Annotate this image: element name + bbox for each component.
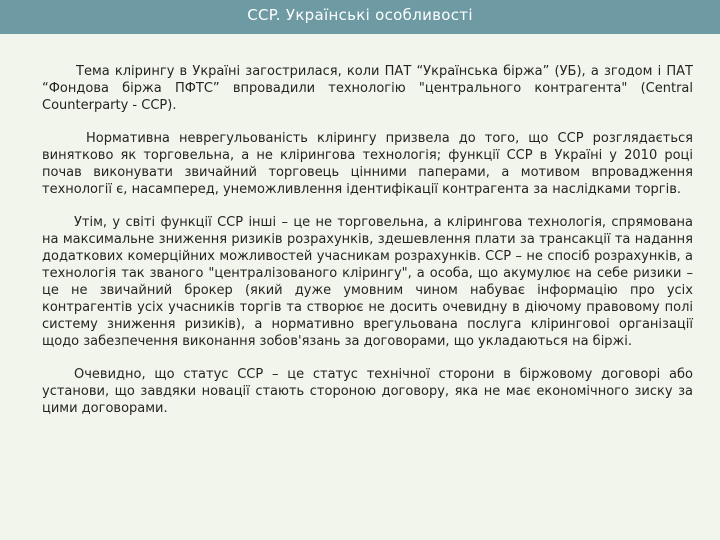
paragraph-1: Тема клірингу в Україні загострилася, коли ПАТ “Українська біржа” (УБ), а згодом і ПАТ “Фондова біржа ПФТС” впровадили технологію "центрального контрагента" (Central Counterparty - CCP). [42,64,693,113]
slide-title: CCP. Українські особливості [247,6,473,24]
title-bar [0,0,720,34]
paragraph-2: Нормативна неврегульованість клірингу призвела до того, що CCP розглядається винятково як торговельна, а не клірингова технологія; функції CCP в Україні у 2010 році почав виконувати звичайний торговець цінними паперами, а мотивом впровадження технології є, насамперед, унеможливлення ідентифікації контрагента за наслідками торгів. [42,131,693,197]
slide-body [42,63,693,433]
paragraph-3: Утім, у світі функції CCP інші – це не торговельна, а кліринговa технологія, спрямована на максимальне зниження ризиків розрахунків, здешевлення плати за трансакції та надання додаткових комерційних можливостей учасникам розрахунків. CCP – не спосіб розрахунків, а технологія так званого "централізованого клірингу", а особа, що акумулює на себе ризики – це не звичайний брокер (який дуже умовним чином набуває інформацію про усіх контрагентів усіх учасників торгів та створює не досить очевидну в діючому правовому полі систему зниження ризиків), а нормативно врегульована послуга кліринговоі організації щодо забезпечення виконання зобов'язань за договорами, що укладаються на біржі. [42,215,693,349]
paragraph-4: Очевидно, що статус CCP – це статус технічної сторони в біржовому договорі або установи, що завдяки новації стають стороною договору, яка не має економічного зиску за цими договорами. [42,367,693,416]
